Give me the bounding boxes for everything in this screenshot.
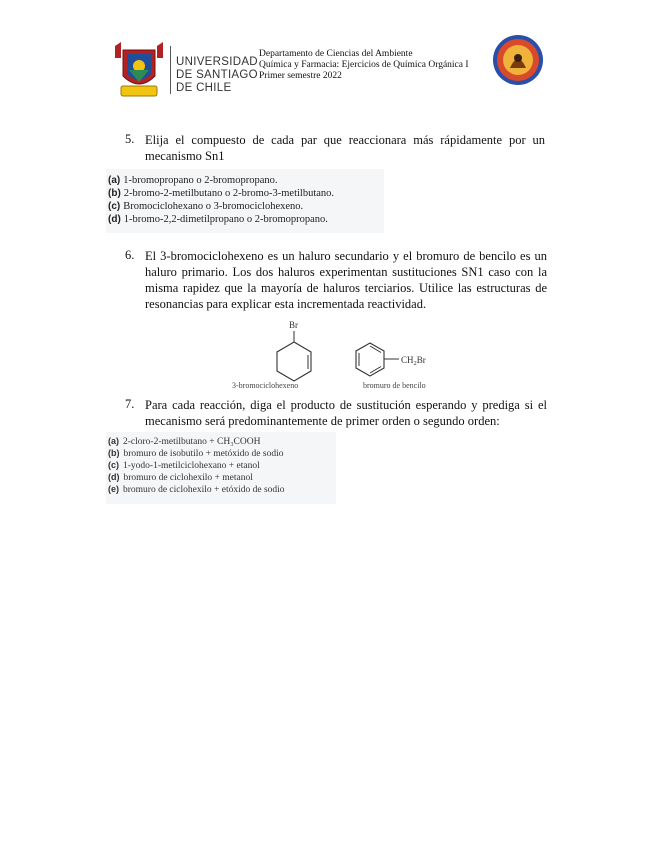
q5-option-a: (a) 1-bromopropano o 2-bromopropano.	[108, 175, 278, 186]
structure-2-caption: bromuro de bencilo	[363, 381, 426, 390]
question-7-text: Para cada reacción, diga el producto de sustitución esperando y prediga si el mecanismo será predominantemente de primer orden o segundo orden:	[145, 398, 547, 428]
q7-option-d: (d) bromuro de ciclohexilo + metanol	[108, 472, 253, 483]
question-7-number: 7.	[125, 397, 135, 411]
q7-option-a: (a) 2-cloro-2-metilbutano + CH₃COOH	[108, 436, 261, 447]
header-divider	[170, 46, 171, 94]
course-title: Química y Farmacia: Ejercicios de Química Orgánica I	[259, 60, 469, 70]
structure-1-caption: 3-bromociclohexeno	[232, 381, 299, 390]
university-name-line-3: DE CHILE	[176, 82, 232, 94]
structure-2-substituent: $CH_2Br$	[401, 355, 426, 367]
question-7-options-image	[106, 432, 336, 504]
question-6-text: El 3-bromociclohexeno es un haluro secundario y el bromuro de bencilo es un haluro primario. Los dos haluros experimentan sustituciones SN1 caso con la misma rapidez que la mayoría de haluros terciarios. Utilice las estructuras de resonancias para explicar esta incrementada reactividad.	[145, 249, 547, 311]
q5-option-d: (d) 1-bromo-2,2-dimetilpropano o 2-bromopropano.	[108, 214, 328, 225]
benzyl-bromide-structure	[351, 340, 447, 380]
q7-option-c: (c) 1-yodo-1-metilciclohexano + etanol	[108, 460, 260, 471]
question-5-text: Elija el compuesto de cada par que reaccionara más rápidamente por un mecanismo Sn1	[145, 133, 545, 163]
q7-option-b: (b) bromuro de isobutilo + metóxido de sodio	[108, 448, 284, 459]
question-5-number: 5.	[125, 132, 135, 146]
q5-option-b: (b) 2-bromo-2-metilbutano o 2-bromo-3-metilbutano.	[108, 188, 335, 199]
university-name-line-1: UNIVERSIDAD	[176, 56, 258, 68]
q5-option-c: (c) Bromociclohexano o 3-bromociclohexeno.	[108, 201, 304, 212]
question-5-options-image	[106, 169, 384, 233]
structure-1-substituent: Br	[289, 320, 298, 330]
faculty-seal-logo	[492, 34, 544, 86]
university-name-line-2: DE SANTIAGO	[176, 69, 258, 81]
department-name: Departamento de Ciencias del Ambiente	[259, 49, 413, 59]
question-6-number: 6.	[125, 248, 135, 262]
q7-option-e: (e) bromuro de ciclohexilo + etóxido de sodio	[108, 484, 285, 495]
semester: Primer semestre 2022	[259, 71, 342, 81]
university-crest-logo	[113, 40, 165, 102]
